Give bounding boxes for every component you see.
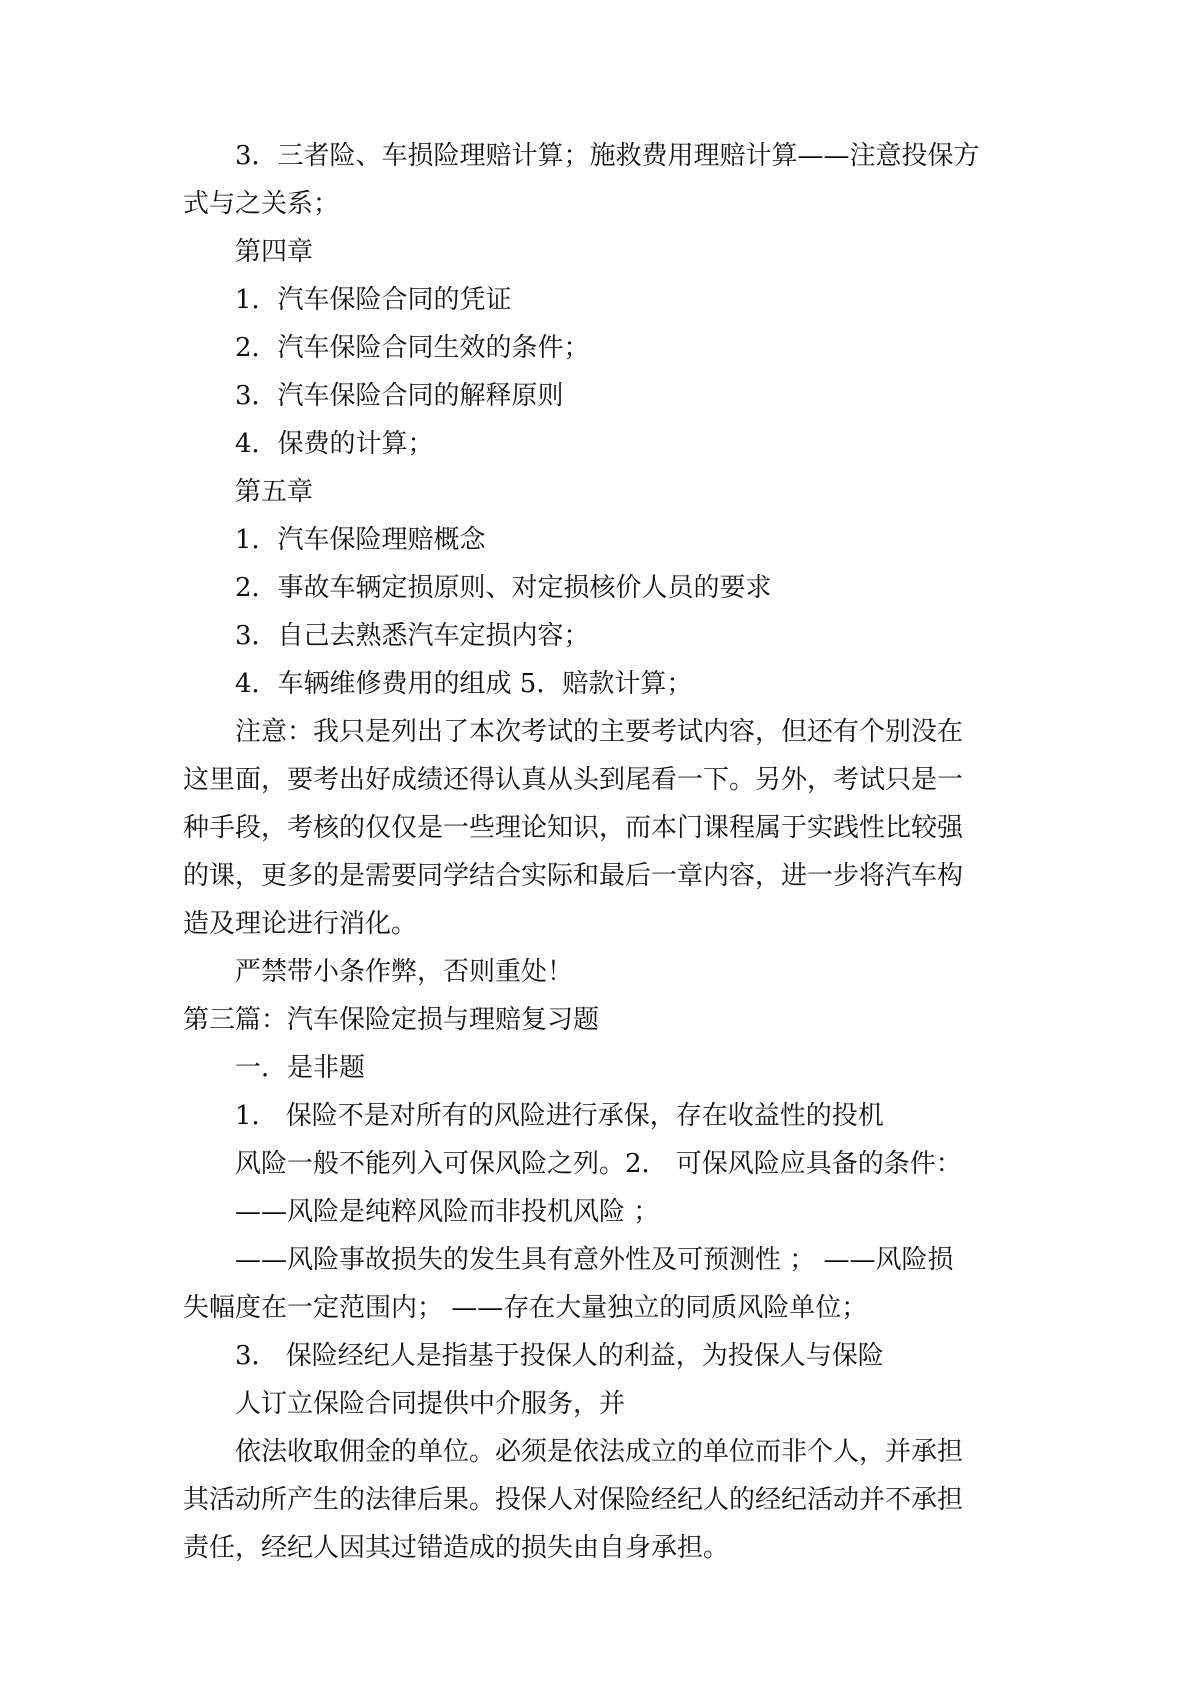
text-line: 责任，经纪人因其过错造成的损失由自身承担。 — [183, 1533, 730, 1563]
text-line: 其活动所产生的法律后果。投保人对保险经纪人的经纪活动并不承担 — [183, 1485, 964, 1515]
section-title — [183, 996, 1023, 1044]
text-line: 失幅度在一定范围内； ——存在大量独立的同质风险单位； — [183, 1293, 868, 1323]
text-line: 造及理论进行消化。 — [183, 909, 418, 939]
text-line: 严禁带小条作弊，否则重处！ — [235, 957, 574, 987]
question-item — [183, 1092, 1023, 1140]
text-line: 式与之关系； — [183, 189, 340, 219]
list-item — [183, 276, 1023, 324]
text-line: 第四章 — [235, 237, 314, 267]
text-line: 第五章 — [235, 477, 314, 507]
text-line: 1． 保险不是对所有的风险进行承保，存在收益性的投机 — [235, 1101, 884, 1131]
text-line: 4．车辆维修费用的组成 5．赔款计算； — [235, 669, 693, 699]
list-item — [183, 324, 1023, 372]
list-item — [183, 564, 1023, 612]
warning-paragraph — [183, 948, 1023, 996]
text-line: 风险一般不能列入可保风险之列。2． 可保风险应具备的条件： — [235, 1149, 962, 1179]
text-line: 人订立保险合同提供中介服务，并 — [235, 1389, 626, 1419]
question-item — [183, 1332, 1023, 1380]
note-paragraph — [183, 708, 1023, 948]
question-item — [183, 1380, 1023, 1428]
chapter-heading-4 — [183, 228, 1023, 276]
text-line: 第三篇：汽车保险定损与理赔复习题 — [183, 1005, 600, 1035]
text-line: 3． 保险经纪人是指基于投保人的利益，为投保人与保险 — [235, 1341, 884, 1371]
paragraph-3-claim-calculation — [183, 132, 1023, 228]
list-item — [183, 612, 1023, 660]
text-line: 4．保费的计算； — [235, 429, 434, 459]
text-line: 3．三者险、车损险理赔计算；施救费用理赔计算——注意投保方 — [235, 141, 980, 171]
question-item — [183, 1236, 1023, 1332]
text-line: 2．事故车辆定损原则、对定损核价人员的要求 — [235, 573, 772, 603]
question-item — [183, 1140, 1023, 1188]
text-line: 的课，更多的是需要同学结合实际和最后一章内容，进一步将汽车构 — [183, 861, 964, 891]
text-line: 注意：我只是列出了本次考试的主要考试内容，但还有个别没在 — [235, 717, 964, 747]
body-paragraph — [183, 1428, 1023, 1572]
text-line: 1．汽车保险合同的凭证 — [235, 285, 512, 315]
list-item — [183, 516, 1023, 564]
text-line: 1．汽车保险理赔概念 — [235, 525, 486, 555]
text-line: 依法收取佣金的单位。必须是依法成立的单位而非个人，并承担 — [235, 1437, 964, 1467]
chapter-heading-5 — [183, 468, 1023, 516]
list-item — [183, 372, 1023, 420]
text-line: 种手段，考核的仅仅是一些理论知识，而本门课程属于实践性比较强 — [183, 813, 964, 843]
document-body — [183, 132, 1023, 1572]
text-line: ——风险是纯粹风险而非投机风险 ； — [235, 1197, 660, 1227]
subsection-heading — [183, 1044, 1023, 1092]
text-line: 3．自己去熟悉汽车定损内容； — [235, 621, 590, 651]
text-line: ——风险事故损失的发生具有意外性及可预测性 ； ——风险损 — [235, 1245, 954, 1275]
list-item — [183, 420, 1023, 468]
text-line: 一．是非题 — [235, 1053, 366, 1083]
text-line: 这里面，要考出好成绩还得认真从头到尾看一下。另外，考试只是一 — [183, 765, 964, 795]
list-item — [183, 660, 1023, 708]
text-line: 3．汽车保险合同的解释原则 — [235, 381, 564, 411]
question-item — [183, 1188, 1023, 1236]
text-line: 2．汽车保险合同生效的条件； — [235, 333, 590, 363]
